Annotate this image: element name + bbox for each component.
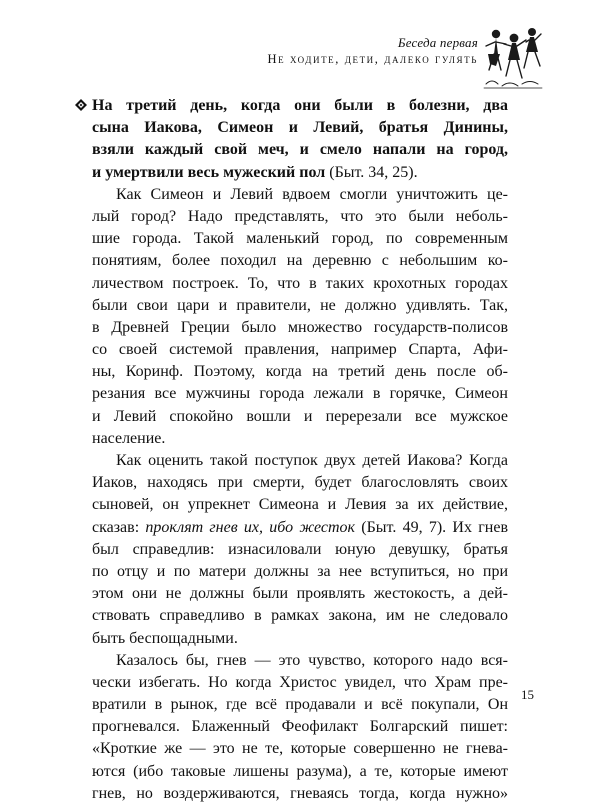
text-line: резания все мужчины города лежали в горячке, Симеон — [92, 385, 508, 403]
running-header — [268, 34, 479, 68]
text-bold-fragment: и умертвили весь мужеский пол — [92, 163, 326, 181]
text-line: взяли каждый свой меч, и смело напали на город, — [92, 141, 508, 159]
paragraph-anger — [92, 650, 508, 805]
paragraph-explanation-city — [92, 184, 508, 450]
main-text — [92, 95, 508, 805]
text-line: шие города. Такой маленький город, по современным — [92, 230, 508, 248]
scripture-quote-italic: проклят гнев их, ибо жесток — [145, 518, 356, 536]
text-line: вратили в рынок, где всё продавали и всё покупали, Он — [92, 696, 508, 714]
text-line: этом они не должны были проявлять жестокость, а дей- — [92, 585, 508, 603]
paragraph-scripture-quote — [92, 95, 508, 184]
text-line: население. — [92, 429, 166, 447]
text-line: лый город? Надо представлять, что это были неболь- — [92, 207, 508, 225]
text-line: были свои цари и правители, не должно удивлять. Так, — [92, 296, 508, 314]
text-line: Иаков, находясь при смерти, будет благословлять своих — [92, 474, 508, 492]
text-line: Как оценить такой поступок двух детей Иакова? Когда — [116, 452, 508, 469]
text-line: понятиям, более походил на деревню с небольшим ко- — [92, 252, 508, 270]
text-line: быть беспощадными. — [92, 629, 238, 647]
text-line: Казалось бы, гнев — это чувство, которого надо вся- — [116, 651, 508, 669]
diamond-bullet-icon — [75, 99, 87, 111]
text-line: в Древней Греции было множество государств-полисов — [92, 318, 508, 336]
text-line: гнев, но воздерживаются, гневаясь тогда, когда нужно» — [92, 784, 508, 802]
text-line: прогневался. Блаженный Феофилакт Болгарский пишет: — [92, 718, 508, 736]
page-number: 15 — [521, 687, 534, 702]
text-line: чески избегать. Но когда Христос увидел, что Храм пре- — [92, 673, 508, 691]
text-fragment: сказав: — [92, 518, 146, 536]
running-header-chapter: Беседа первая — [397, 35, 478, 50]
text-line: «Кроткие же — это не те, которые совершенно не гнева- — [92, 740, 508, 758]
text-line: сыновей, он упрекнет Симеона и Левия за их действие, — [92, 496, 508, 514]
scripture-reference: (Быт. 34, 25). — [325, 163, 418, 181]
text-line: сына Иакова, Симеон и Левий, братья Динины, — [92, 119, 508, 137]
text-line — [92, 162, 508, 184]
text-line: был справедлив: изнасиловали юную девушку, братья — [92, 540, 508, 558]
text-line: Как Симеон и Левий вдвоем смогли уничтожить це- — [116, 185, 508, 203]
text-line: по отцу и по матери должны за нее вступиться, но при — [92, 562, 508, 580]
text-line: со своей системой правления, например Спарта, Афи- — [92, 341, 508, 359]
dancing-children-emblem-icon — [482, 24, 544, 92]
text-line: На третий день, когда они были в болезни, два — [92, 97, 508, 114]
running-header-title: Не ходите, дети, далеко гулять — [267, 52, 478, 66]
text-line: ствовать справедливо в рамках закона, им не следовало — [92, 607, 508, 625]
text-line: ны, Коринф. Поэтому, когда на третий день после об- — [92, 363, 508, 381]
text-line — [92, 517, 508, 539]
text-fragment: (Быт. 49, 7). Их гнев — [355, 518, 509, 536]
text-line: личеством построек. То, что в таких крохотных городах — [92, 274, 508, 292]
text-line: ются (ибо таковые лишены разума), а те, которые имеют — [92, 762, 508, 780]
paragraph-evaluation — [92, 450, 508, 650]
text-line: и Левий спокойно вошли и перерезали все мужское — [92, 407, 508, 425]
